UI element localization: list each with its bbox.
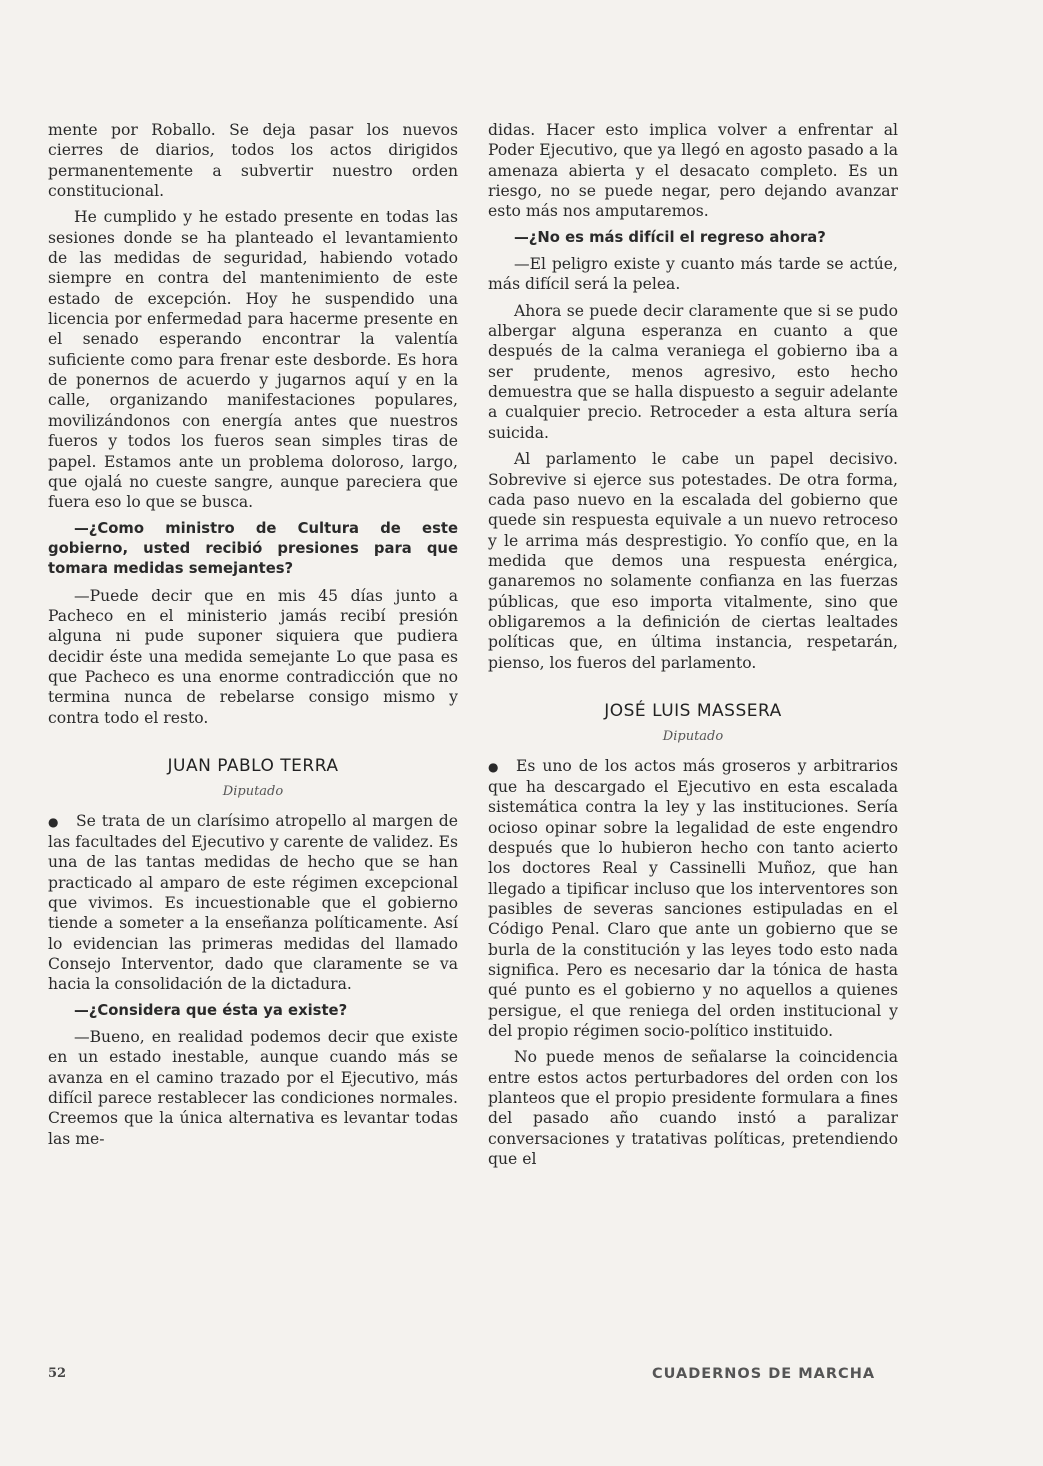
paragraph: No puede menos de señalarse la coincidencia entre estos actos perturbadores del orden con los planteos que el propio presidente formulara a fines del pasado año cuando instó a paralizar conversaciones y tratativas políticas, pretendiendo que el bbox=[488, 1048, 898, 1169]
interview-question: —¿No es más difícil el regreso ahora? bbox=[514, 228, 826, 246]
paragraph: —Bueno, en realidad podemos decir que existe en un estado inestable, aunque cuando más se avanza en el camino trazado por el Ejecutivo, más difícil parece restablecer las condiciones normales. Creemos que la única alternativa es levantar todas las me- bbox=[48, 1028, 458, 1148]
right-column bbox=[488, 120, 898, 1176]
paragraph bbox=[48, 811, 458, 995]
paragraph bbox=[488, 756, 898, 1042]
paragraph: —El peligro existe y cuanto más tarde se actúe, más difícil será la pelea. bbox=[488, 255, 898, 294]
section-heading bbox=[48, 756, 458, 803]
paragraph: didas. Hacer esto implica volver a enfrentar al Poder Ejecutivo, que ya llegó en agosto pasado a la amenaza abierta y el desacato completo. Es un riesgo, no se puede negar, pero dejando avanzar esto más nos amputaremos. bbox=[488, 121, 898, 221]
section-heading bbox=[488, 701, 898, 748]
interview-question: —¿Como ministro de Cultura de este gobierno, usted recibió presiones para que tomara medidas semejantes? bbox=[48, 519, 458, 578]
left-column bbox=[48, 120, 458, 1155]
section-name: JUAN PABLO TERRA bbox=[167, 755, 339, 776]
interview-question: —¿Considera que ésta ya existe? bbox=[74, 1001, 348, 1019]
section-role: Diputado bbox=[222, 784, 284, 800]
paragraph: Al parlamento le cabe un papel decisivo. Sobrevive si ejerce sus potestades. De otra forma, cada paso nuevo en la escalada del gobierno que quede sin respuesta equivale a un nuevo retroceso y le arrima más desprestigio. Yo confío que, en la medida que demos una respuesta enérgica, ganaremos no solamente confianza en las fuerzas públicas, que eso importa vitalmente, sino que obligaremos a la definición de ciertas lealtades políticas que, en última instancia, respetarán, pienso, los fueros del parlamento. bbox=[488, 450, 898, 672]
publication-name: CUADERNOS DE MARCHA bbox=[652, 1366, 876, 1382]
bullet-icon: ● bbox=[48, 814, 59, 829]
paragraph-text: Se trata de un clarísimo atropello al margen de las facultades del Ejecutivo y carente de validez. Es una de las tantas medidas de hecho que se han practicado al amparo de este régimen excepcional que vivimos. Es incuestionable que el gobierno tiende a someter a la enseñanza políticamente. Así lo evidencian las primeras medidas del llamado Consejo Interventor, dado que claramente se va hacia la consolidación de la dictadura. bbox=[48, 811, 458, 994]
paragraph: mente por Roballo. Se deja pasar los nuevos cierres de diarios, todos los actos dirigidos permanentemente a subvertir nuestro orden constitucional. bbox=[48, 121, 458, 201]
bullet-icon: ● bbox=[488, 759, 499, 774]
section-name: JOSÉ LUIS MASSERA bbox=[604, 700, 782, 721]
paragraph-text: Es uno de los actos más groseros y arbitrarios que ha descargado el Ejecutivo en esta escalada sistemática contra la ley y las instituciones. Sería ocioso opinar sobre la legalidad de este engendro después que lo hubieron hecho con tanto acierto los doctores Real y Cassinelli Muñoz, que han llegado a tipificar incluso que los interventores son pasibles de severas sanciones estipuladas en el Código Penal. Claro que ante un gobierno que se burla de la constitución y las leyes todo esto nada significa. Pero es necesario dar la tónica de hasta qué punto es el gobierno y no aquellos a quienes persigue, el que reniega del orden institucional y del propio régimen socio-político instituido. bbox=[488, 756, 898, 1041]
page-number: 52 bbox=[48, 1366, 67, 1381]
paragraph: Ahora se puede decir claramente que si se pudo albergar alguna esperanza en cuanto a que después de la calma veraniega el gobierno iba a ser prudente, menos agresivo, esto hecho demuestra que se halla dispuesto a seguir adelante a cualquier precio. Retroceder a esta altura sería suicida. bbox=[488, 301, 898, 442]
paragraph: —Puede decir que en mis 45 días junto a Pacheco en el ministerio jamás recibí presión alguna ni pude suponer siquiera que pudiera decidir éste una medida semejante Lo que pasa es que Pacheco es una enorme contradicción que no termina nunca de rebelarse consigo mismo y contra todo el resto. bbox=[48, 586, 458, 727]
section-role: Diputado bbox=[662, 729, 724, 745]
paragraph: He cumplido y he estado presente en todas las sesiones donde se ha planteado el levantamiento de las medidas de seguridad, habiendo votado siempre en contra del mantenimiento de este estado de excepción. Hoy he suspendido una licencia por enfermedad para hacerme presente en el senado esperando encontrar la valentía suficiente como para frenar este desborde. Es hora de ponernos de acuerdo y jugarnos aquí y en la calle, organizando manifestaciones populares, movilizándonos con energía antes que nuestros fueros y todos los fueros sean simples tiras de papel. Estamos ante un problema doloroso, largo, que ojalá no cueste sangre, aunque pareciera que fuera eso lo que se busca. bbox=[48, 208, 458, 512]
